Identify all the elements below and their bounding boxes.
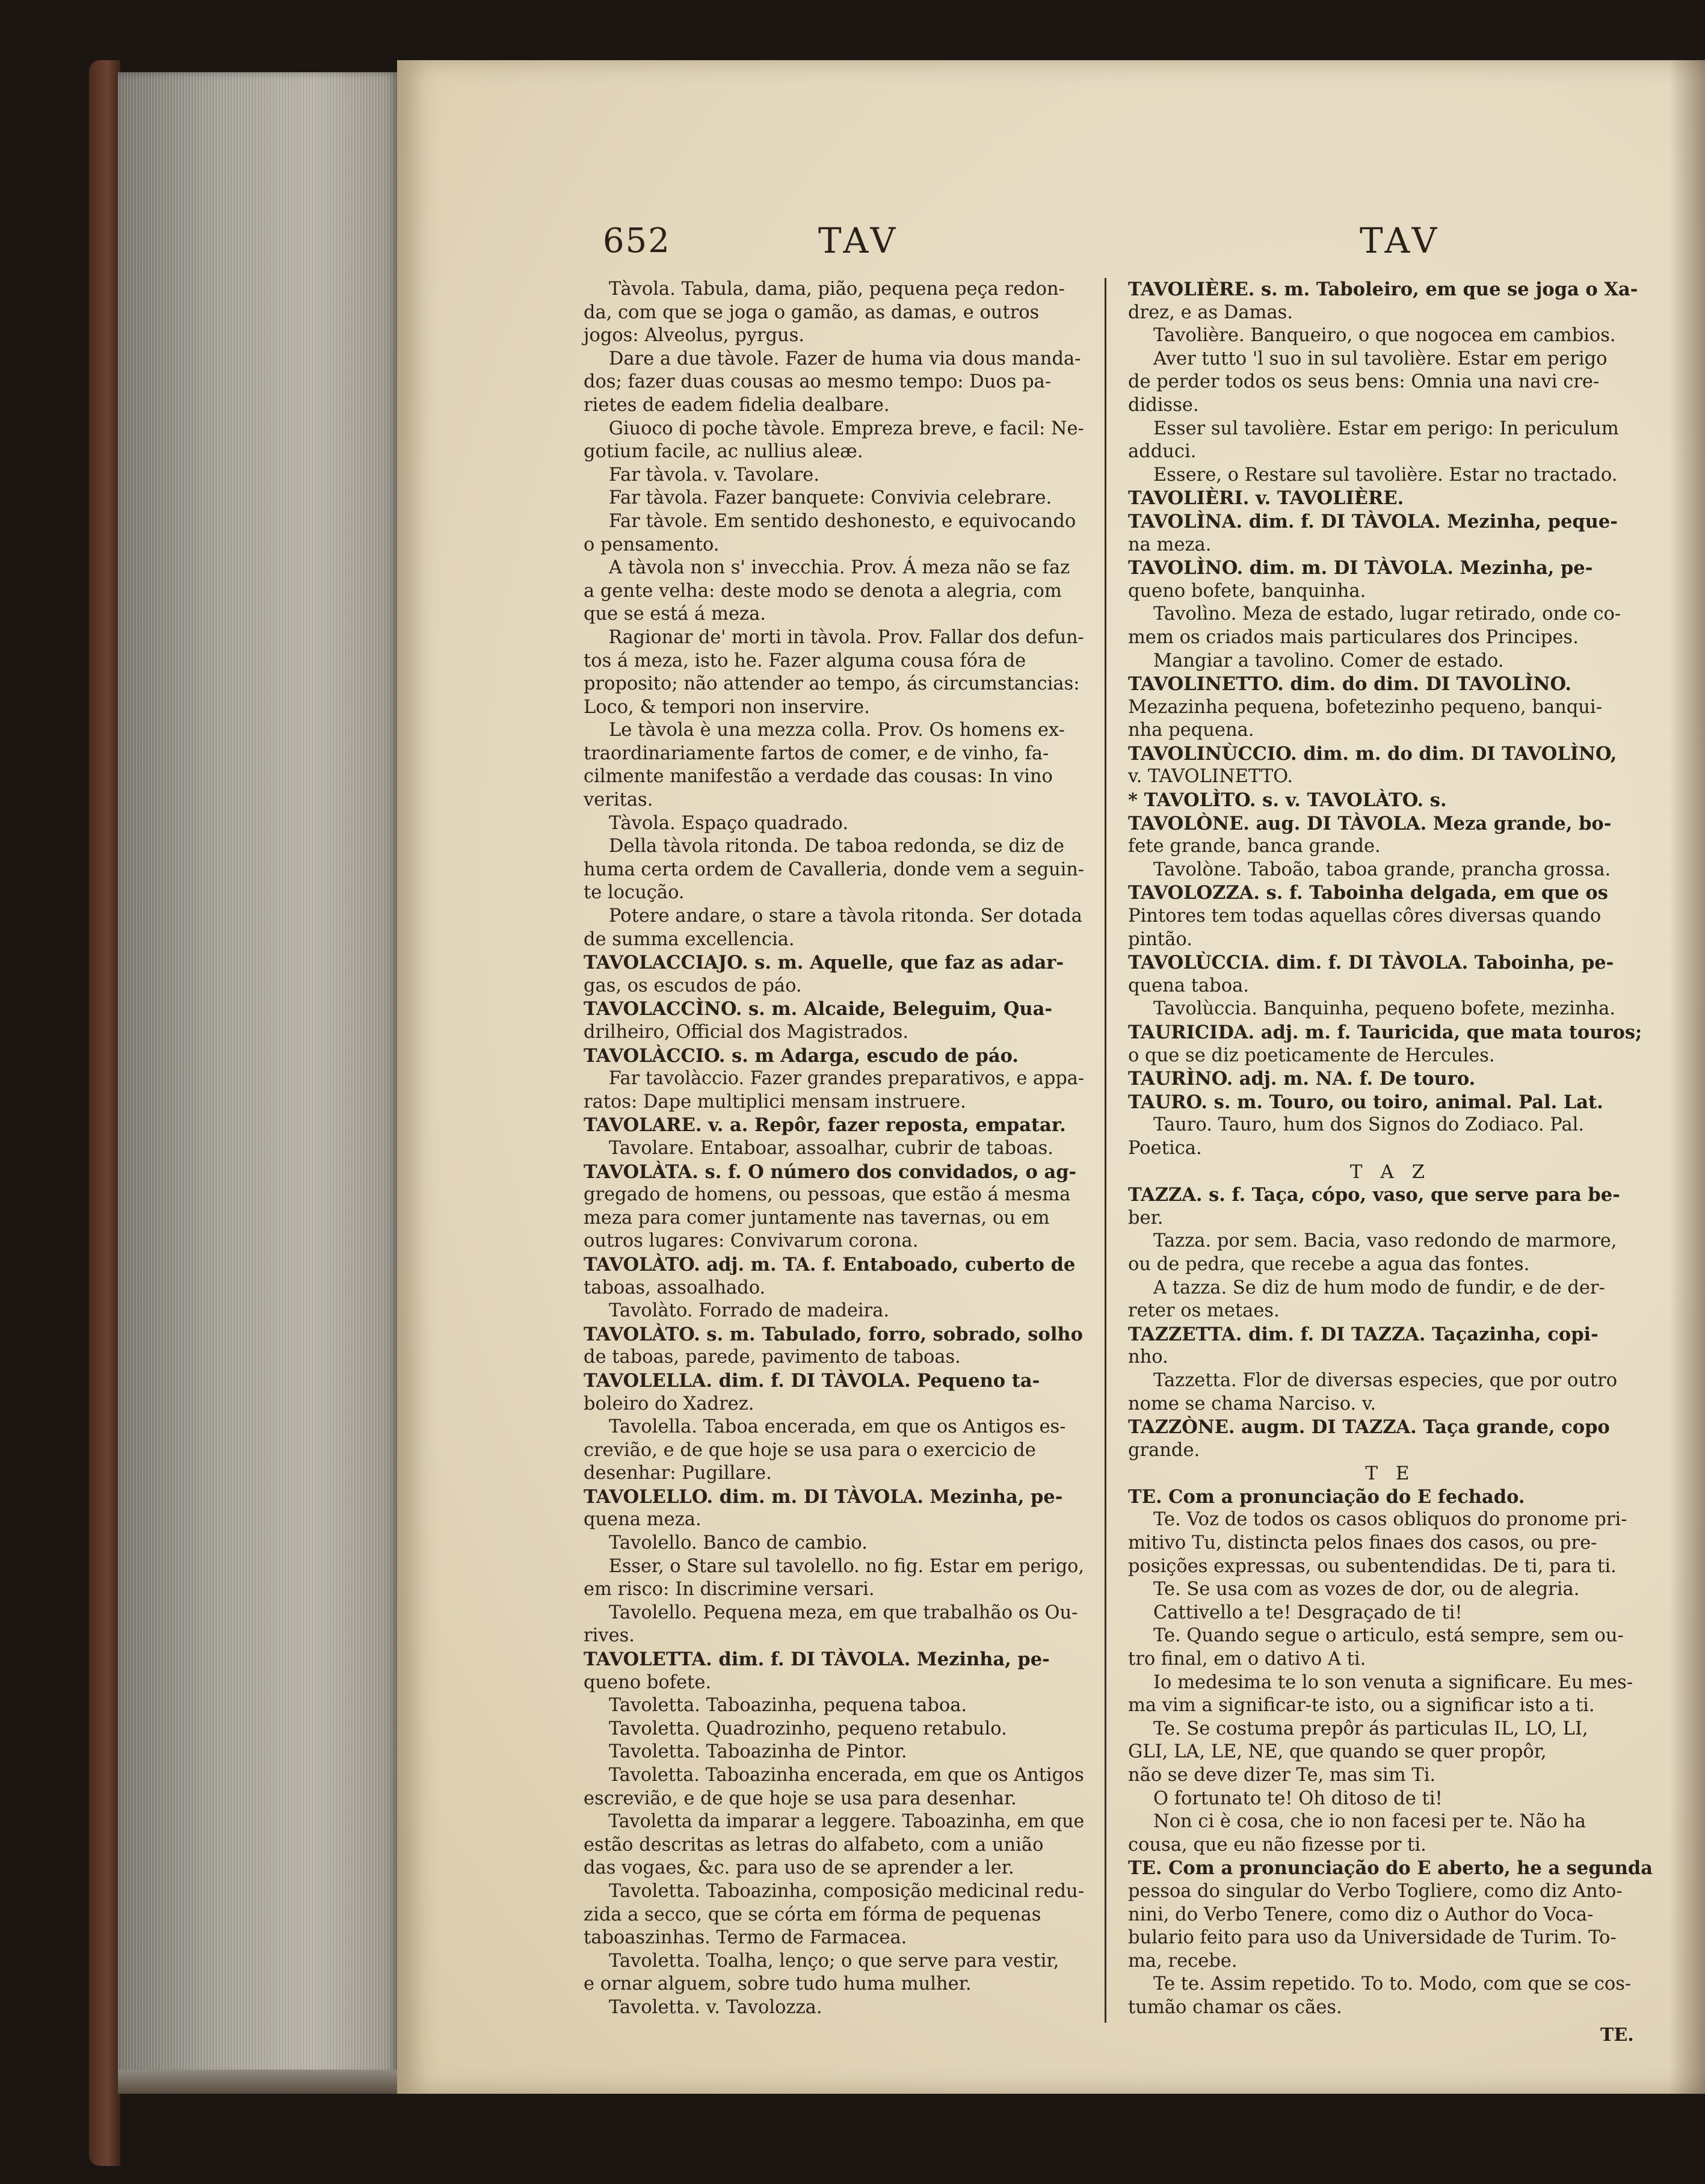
catchword: TE. [1600,2025,1634,2046]
left-column [584,278,1084,2020]
entry-line: Tavoletta da imparar a leggere. Taboazinha, em que [608,1811,1085,1833]
page-block-bottom [118,2070,398,2094]
entry-line: TAVOLINETTO. dim. do dim. DI TAVOLÌNO. [1128,673,1571,696]
entry-line: pessoa do singular do Verbo Togliere, como diz Anto- [1128,1880,1623,1902]
entry-line: das vogaes, &c. para uso de se aprender a ler. [584,1857,1014,1879]
entry-line: A tàvola non s' invecchia. Prov. Á meza não se faz [609,557,1070,579]
entry-line: Tavolare. Entaboar, assoalhar, cubrir de taboas. [609,1137,1053,1159]
entry-line: taboaszinhas. Termo de Farmacea. [584,1927,907,1949]
entry-line: ratos: Dape multiplici mensam instruere. [584,1091,966,1112]
entry-line: não se deve dizer Te, mas sim Ti. [1128,1765,1436,1786]
entry-line: Tazzetta. Flor de diversas especies, que por outro [1153,1369,1618,1391]
entry-line: tos á meza, isto he. Fazer alguma cousa fóra de [584,650,1026,671]
entry-line: Far tàvola. v. Tavolare. [609,464,819,486]
entry-line: pintão. [1128,928,1192,950]
entry-line: TAZZETTA. dim. f. DI TAZZA. Taçazinha, copi- [1128,1323,1599,1345]
entry-line: Tavoletta. Quadrozinho, pequeno retabulo. [609,1718,1007,1739]
entry-line: quena meza. [584,1509,701,1531]
entry-line: de perder todos os seus bens: Omnia una navi cre- [1128,371,1600,393]
page-header [397,167,1705,264]
entry-line: TAVOLÌNA. dim. f. DI TÀVOLA. Mezinha, peque- [1128,510,1618,532]
entry-line: estão descritas as letras do alfabeto, com a união [584,1834,1044,1855]
entry-line: TAVOLARE. v. a. Repôr, fazer reposta, empatar. [584,1114,1066,1137]
entry-line: TAURO. s. m. Touro, ou toiro, animal. Pal. Lat. [1128,1091,1603,1113]
dictionary-page [397,60,1705,2094]
entry-line: o que se diz poeticamente de Hercules. [1128,1044,1495,1066]
entry-line: gotium facile, ac nullius aleæ. [584,441,863,463]
entry-line: Tavolello. Pequena meza, em que trabalhão os Ou- [609,1602,1078,1623]
entry-line: TAVOLOZZA. s. f. Taboinha delgada, em que os [1128,882,1608,904]
entry-line: bulario feito para uso da Universidade de Turim. To- [1128,1927,1617,1949]
entry-line: adduci. [1128,441,1197,463]
entry-line: da, com que se joga o gamão, as damas, e outros [584,301,1040,323]
entry-line: rives. [584,1625,635,1647]
entry-line: Far tàvole. Em sentido deshonesto, e equivocando [609,510,1076,532]
entry-line: Dare a due tàvole. Fazer de huma via dous manda- [609,348,1081,369]
entry-line: zida a secco, que se córta em fórma de pequenas [584,1904,1041,1925]
entry-line: Far tavolàccio. Fazer grandes preparativos, e appa- [608,1068,1085,1090]
entry-line: taboas, assoalhado. [584,1277,766,1298]
entry-line: quena taboa. [1128,975,1249,996]
entry-line: nha pequena. [1128,720,1254,741]
entry-line: Te. Se usa com as vozes de dor, ou de alegria. [1153,1579,1580,1600]
entry-line: TE. Com a pronunciação do E fechado. [1128,1485,1525,1508]
entry-line: posições expressas, ou subentendidas. De ti, para ti. [1128,1555,1617,1577]
entry-line: Ragionar de' morti in tàvola. Prov. Fallar dos defun- [608,626,1084,648]
entry-line: na meza. [1128,534,1212,555]
entry-line: tumão chamar os cães. [1128,1996,1342,2018]
entry-line: outros lugares: Convivarum corona. [584,1230,919,1252]
entry-line: dos; fazer duas cousas ao mesmo tempo: Duos pa- [584,371,1052,393]
entry-line: GLI, LA, LE, NE, que quando se quer propôr, [1128,1741,1547,1763]
entry-line: gregado de homens, ou pessoas, que estão á mesma [584,1184,1071,1206]
entry-line: TAZZA. s. f. Taça, cópo, vaso, que serve para be- [1128,1184,1620,1206]
entry-line: T E [1365,1463,1416,1485]
entry-line: Te. Voz de todos os casos obliquos do pronome pri- [1153,1509,1627,1531]
entry-line: Mezazinha pequena, bofetezinho pequeno, banqui- [1128,696,1602,718]
entry-line: TAURÌNO. adj. m. NA. f. De touro. [1128,1068,1476,1090]
entry-line: TAVOLÀTO. s. m. Tabulado, forro, sobrado, solho [584,1323,1083,1345]
entry-line: TAVOLIÈRE. s. m. Taboleiro, em que se joga o Xa- [1128,279,1638,300]
entry-line: reter os metaes. [1128,1300,1280,1322]
entry-line: TAVOLÙCCIA. dim. f. DI TÀVOLA. Taboinha, pe- [1128,952,1614,974]
entry-line: drez, e as Damas. [1128,301,1293,323]
entry-line: Tàvola. Tabula, dama, pião, pequena peça redon- [609,279,1065,300]
entry-line: queno bofete. [584,1671,712,1693]
entry-line: mitivo Tu, distincta pelos finaes dos casos, ou pre- [1128,1532,1597,1554]
entry-line: queno bofete, banquinha. [1128,580,1366,602]
entry-line: Giuoco di poche tàvole. Empreza breve, e facil: Ne- [608,418,1084,439]
entry-line: que se está á meza. [584,603,766,625]
entry-line: ou de pedra, que recebe a agua das fontes. [1128,1253,1530,1275]
entry-line: Tàvola. Espaço quadrado. [609,812,849,834]
entry-line: Tavolùccia. Banquinha, pequeno bofete, mezinha. [1153,998,1616,1020]
entry-line: huma certa ordem de Cavalleria, donde vem a seguin- [584,859,1085,880]
entry-line: TAURICIDA. adj. m. f. Tauricida, que mata touros; [1128,1022,1642,1043]
page-number: 652 [603,221,671,261]
entry-line: nome se chama Narciso. v. [1128,1393,1377,1414]
entry-line: desenhar: Pugillare. [584,1463,772,1484]
entry-line: Pintores tem todas aquellas côres diversas quando [1128,905,1602,927]
entry-line: Far tàvola. Fazer banquete: Convivia celebrare. [609,487,1052,509]
entry-line: de summa excellencia. [584,928,795,950]
entry-line: boleiro do Xadrez. [584,1393,754,1414]
entry-line: TAVOLÀTO. adj. m. TA. f. Entaboado, cuberto de [584,1253,1076,1276]
entry-line: Essere, o Restare sul tavolière. Estar no tractado. [1153,464,1618,486]
entry-line: TAVOLÌNO. dim. m. DI TÀVOLA. Mezinha, pe- [1128,557,1593,579]
entry-line: ber. [1128,1207,1164,1229]
entry-line: Cattivello a te! Desgraçado de ti! [1153,1602,1463,1623]
page-block-edges [118,72,398,2076]
entry-line: Te. Quando segue o articulo, está sempre, sem ou- [1153,1625,1624,1647]
entry-line: Tavolìno. Meza de estado, lugar retirado, onde co- [1153,603,1621,625]
running-head-left: TAV [818,220,899,261]
entry-line: cousa, que eu não fizesse por ti. [1128,1834,1426,1855]
entry-line: de taboas, parede, pavimento de taboas. [584,1346,961,1368]
entry-line: mem os criados mais particulares dos Principes. [1128,626,1579,648]
entry-line: TAZZÒNE. augm. DI TAZZA. Taça grande, copo [1128,1416,1610,1439]
entry-line: fete grande, banca grande. [1128,836,1381,857]
entry-line: T A Z [1349,1161,1431,1183]
entry-line: ma, recebe. [1128,1950,1238,1972]
entry-line: TAVOLELLO. dim. m. DI TÀVOLA. Mezinha, pe- [584,1485,1063,1508]
entry-line: te locução. [584,882,685,904]
entry-line: TAVOLINÙCCIO. dim. m. do dim. DI TAVOLÌNO, [1128,742,1617,765]
entry-line: Tavolella. Taboa encerada, em que os Antigos es- [609,1416,1066,1438]
entry-line: Poetica. [1128,1137,1202,1159]
entry-line: Mangiar a tavolino. Comer de estado. [1153,650,1504,671]
entry-line: Tavoletta. Toalha, lenço; o que serve para vestir, [609,1950,1059,1972]
entry-line: ma vim a significar-te isto, ou a significar isto a ti. [1128,1695,1595,1717]
entry-line: crevião, e de que hoje se usa para o exercicio de [584,1439,1036,1461]
entry-line: drilheiro, Official dos Magistrados. [584,1022,909,1043]
entry-line: didisse. [1128,394,1199,416]
entry-line: Tavoletta. v. Tavolozza. [609,1996,822,2018]
entry-line: Potere andare, o stare a tàvola ritonda. Ser dotada [609,905,1082,927]
entry-line: cilmente manifestão a verdade das cousas: In vino [584,766,1053,788]
running-head-right: TAV [1360,220,1441,261]
entry-line: TAVOLETTA. dim. f. DI TÀVOLA. Mezinha, pe- [584,1649,1050,1671]
entry-line: Tavoletta. Taboazinha encerada, em que os Antigos [608,1765,1084,1786]
entry-line: Le tàvola è una mezza colla. Prov. Os homens ex- [609,720,1065,741]
entry-line: rietes de eadem fidelia dealbare. [584,394,890,416]
entry-line: Te te. Assim repetido. To to. Modo, com que se cos- [1153,1973,1632,1995]
entry-line: traordinariamente fartos de comer, e de vinho, fa- [584,742,1049,764]
entry-line: escrevião, e de que hoje se usa para desenhar. [584,1788,1017,1809]
entry-line: Tavoletta. Taboazinha, pequena taboa. [609,1695,967,1717]
entry-line: Esser, o Stare sul tavolello. no fig. Estar em perigo, [608,1555,1084,1577]
entry-line: Tazza. por sem. Bacia, vaso redondo de marmore, [1153,1230,1617,1252]
entry-line: Tavolàto. Forrado de madeira. [609,1300,890,1322]
entry-line: A tazza. Se diz de hum modo de fundir, e de der- [1153,1277,1605,1298]
entry-line: TAVOLACCÌNO. s. m. Alcaide, Beleguim, Qua- [584,998,1052,1020]
entry-line: Tavoletta. Taboazinha de Pintor. [609,1741,907,1763]
entry-line: Loco, & tempori non inservire. [584,696,870,718]
entry-line: v. TAVOLINETTO. [1128,766,1293,788]
entry-line: O fortunato te! Oh ditoso de ti! [1153,1788,1443,1809]
entry-line: Tavolòne. Taboão, taboa grande, prancha grossa. [1153,859,1611,880]
entry-line: meza para comer juntamente nas tavernas, ou em [584,1207,1050,1229]
entry-line: TE. Com a pronunciação do E aberto, he a segunda [1128,1857,1653,1880]
entry-line: Aver tutto 'l suo in sul tavolière. Estar em perigo [1153,348,1608,369]
entry-line: grande. [1128,1439,1200,1461]
entry-line: nho. [1128,1346,1168,1368]
entry-line: Tavolière. Banqueiro, o que nogocea em cambios. [1153,325,1616,347]
entry-line: e ornar alguem, sobre tudo huma mulher. [584,1973,972,1995]
entry-line: Non ci è cosa, che io non facesi per te. Não ha [1153,1811,1586,1833]
entry-line: Tavoletta. Taboazinha, composição medicinal redu- [609,1880,1085,1902]
entry-line: TAVOLÀCCIO. s. m Adarga, escudo de páo. [584,1044,1019,1067]
entry-line: em risco: In discrimine versari. [584,1579,875,1600]
entry-line: Io medesima te lo son venuta a significare. Eu mes- [1153,1671,1633,1693]
entry-line: gas, os escudos de páo. [584,975,802,996]
column-divider [1105,278,1106,2023]
entry-line: Te. Se costuma prepôr ás particulas IL, LO, LI, [1153,1718,1588,1739]
entry-line: veritas. [584,789,653,811]
entry-line: TAVOLÀTA. s. f. O número dos convidados, o ag- [584,1161,1077,1183]
entry-line: Tauro. Tauro, hum dos Signos do Zodiaco. Pal. [1153,1114,1585,1136]
entry-line: nini, do Verbo Tenere, como diz o Author do Voca- [1128,1904,1594,1925]
entry-line: o pensamento. [584,534,720,555]
entry-line: a gente velha: deste modo se denota a alegria, com [584,580,1062,602]
entry-line: TAVOLELLA. dim. f. DI TÀVOLA. Pequeno ta- [584,1369,1040,1392]
right-column [1128,278,1653,2020]
entry-line: * TAVOLÌTO. s. v. TAVOLÀTO. s. [1128,789,1447,812]
entry-line: tro final, em o dativo A ti. [1128,1649,1366,1670]
entry-line: jogos: Alveolus, pyrgus. [584,325,805,347]
entry-line: proposito; não attender ao tempo, ás circumstancias: [584,673,1080,695]
entry-line: TAVOLIÈRI. v. TAVOLIÈRE. [1128,487,1404,510]
entry-line: Esser sul tavolière. Estar em perigo: In periculum [1153,418,1619,439]
entry-line: Tavolello. Banco de cambio. [609,1532,868,1554]
entry-line: TAVOLÒNE. aug. DI TÀVOLA. Meza grande, bo- [1128,812,1612,834]
entry-line: TAVOLACCIAJO. s. m. Aquelle, que faz as adar- [584,952,1064,974]
book-cover-edge [89,60,120,2166]
entry-line: Della tàvola ritonda. De taboa redonda, se diz de [609,836,1064,857]
